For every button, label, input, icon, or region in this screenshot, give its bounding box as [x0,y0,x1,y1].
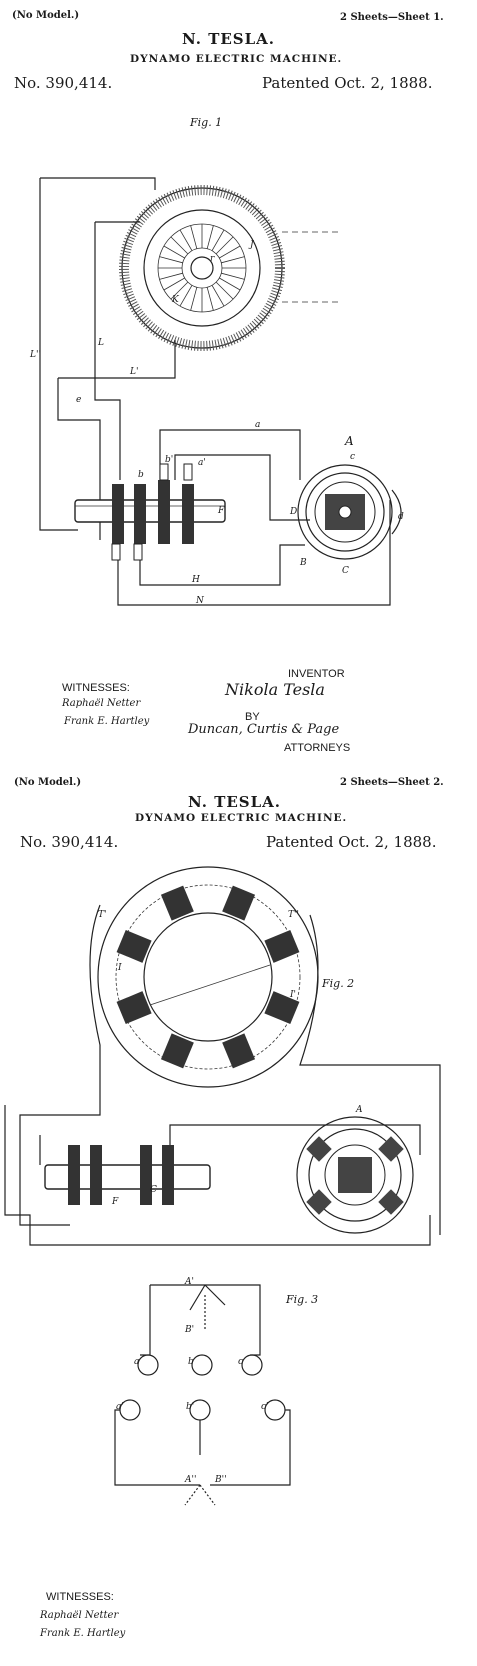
label-j: J [250,240,254,250]
spoke [221,257,244,263]
label-a1: a' [198,458,206,468]
fig2-ring-3 [140,1145,152,1205]
brush-2 [134,544,142,560]
wire-L2-top [40,178,155,190]
fig3-left-top [140,1285,150,1355]
fig3-lamp-c [242,1355,262,1375]
figure-label: Fig. 1 [190,116,223,129]
label-b1: b' [186,1402,195,1412]
fig2-pole-1 [306,1136,331,1161]
label-b1: b' [165,455,174,465]
label-T2: T'' [288,910,299,920]
collector-ring-c [158,480,170,544]
fig2-ring-1 [68,1145,80,1205]
label-L: L [98,338,104,348]
label-e: e [76,395,82,405]
fig2-outer-ring [98,867,318,1087]
witness-1-signature-2: Raphaël Netter [40,1610,119,1621]
motor-shaft [339,506,351,518]
patent-sheet-1 [0,0,477,815]
label-A2: A'' [185,1475,197,1485]
fig2-motor-armature [338,1157,372,1193]
patent-title: DYNAMO ELECTRIC MACHINE. [130,53,343,65]
label-c: c [350,452,356,462]
label-I1: I' [290,990,297,1000]
spoke [191,287,197,310]
witness-2-signature-2: Frank E. Hartley [40,1628,126,1639]
brush-4 [184,464,192,480]
collector-ring-a [112,484,124,544]
witness-2-signature: Frank E. Hartley [64,716,150,727]
label-K: K [172,295,179,305]
fig2-diameter [150,965,270,1005]
label-a-top: a [255,420,261,430]
collector-ring-b [134,484,146,544]
fig3-right-bottom [210,1410,290,1485]
label-A: A [356,1105,363,1115]
model-note: (No Model.) [12,10,80,21]
fig3-coils-bottom [185,1485,215,1505]
patent-title-2: DYNAMO ELECTRIC MACHINE. [135,812,348,824]
label-b: b [138,470,144,480]
wire-L1 [58,340,175,378]
brush-3 [160,464,168,480]
inventor-name-2: N. TESLA. [188,793,282,811]
sheet-count: 2 Sheets—Sheet 1. [340,12,444,23]
figure-2-3-drawing [0,815,477,1666]
spoke [221,273,244,279]
fig3-left-bottom [115,1410,200,1485]
label-C: C [150,1185,157,1195]
figure-2-label: Fig. 2 [322,977,355,990]
label-F: F [218,506,225,516]
patent-number: No. 390,414. [14,74,113,92]
label-I: I [118,963,122,973]
spoke [207,287,213,310]
inventor-label: INVENTOR [288,668,345,680]
label-N: N [196,596,204,606]
fig2-ring-4 [162,1145,174,1205]
witnesses-label: WITNESSES: [62,682,130,694]
label-A1: A' [185,1277,194,1287]
label-a1: a' [116,1402,124,1412]
collector-ring-d [182,484,194,544]
label-C: C [342,566,349,576]
wire-L [95,222,120,480]
patent-sheet-2 [0,777,477,1666]
fig3-lamp-a [138,1355,158,1375]
patent-date: Patented Oct. 2, 1888. [262,74,433,92]
spoke [207,225,213,248]
label-T1: T' [98,910,107,920]
label-c: c [238,1357,244,1367]
attorneys-label: ATTORNEYS [284,742,351,754]
inventor-name: N. TESLA. [182,30,276,48]
shaft [75,500,225,522]
witnesses-label-2: WITNESSES: [46,1591,114,1603]
label-A: A [345,434,354,448]
spoke [159,273,182,279]
attorney-signature: Duncan, Curtis & Page [188,722,340,737]
patent-date-2: Patented Oct. 2, 1888. [266,833,437,851]
label-a: a [134,1357,140,1367]
label-B: B [300,558,307,568]
fig2-pole-2 [378,1136,403,1161]
label-F: F [112,1197,119,1207]
fig3-star-top [190,1285,225,1310]
fig3-lamp-b [192,1355,212,1375]
label-D: D [290,507,298,517]
spoke [159,257,182,263]
figure-3-label: Fig. 3 [286,1293,319,1306]
witness-1-signature: Raphaël Netter [62,698,141,709]
label-H: H [192,575,200,585]
wire-H-inner [140,545,305,585]
patent-number-2: No. 390,414. [20,833,119,851]
wire-L2-left [40,178,78,530]
label-L1: L' [130,367,139,377]
label-b: b [188,1357,194,1367]
model-note-2: (No Model.) [14,777,82,788]
label-c1: c' [261,1402,269,1412]
label-r: r [210,254,215,264]
label-L2: L'' [30,350,41,360]
by-label: BY [245,711,260,723]
label-B2: B'' [215,1475,227,1485]
fig2-inner-ring [144,913,272,1041]
fig2-ring-2 [90,1145,102,1205]
brush-1 [112,544,120,560]
sheet-count-2: 2 Sheets—Sheet 2. [340,777,444,788]
label-B1: B' [185,1325,195,1335]
label-d: d [398,512,404,522]
inventor-signature: Nikola Tesla [225,680,325,699]
spoke [191,225,197,248]
